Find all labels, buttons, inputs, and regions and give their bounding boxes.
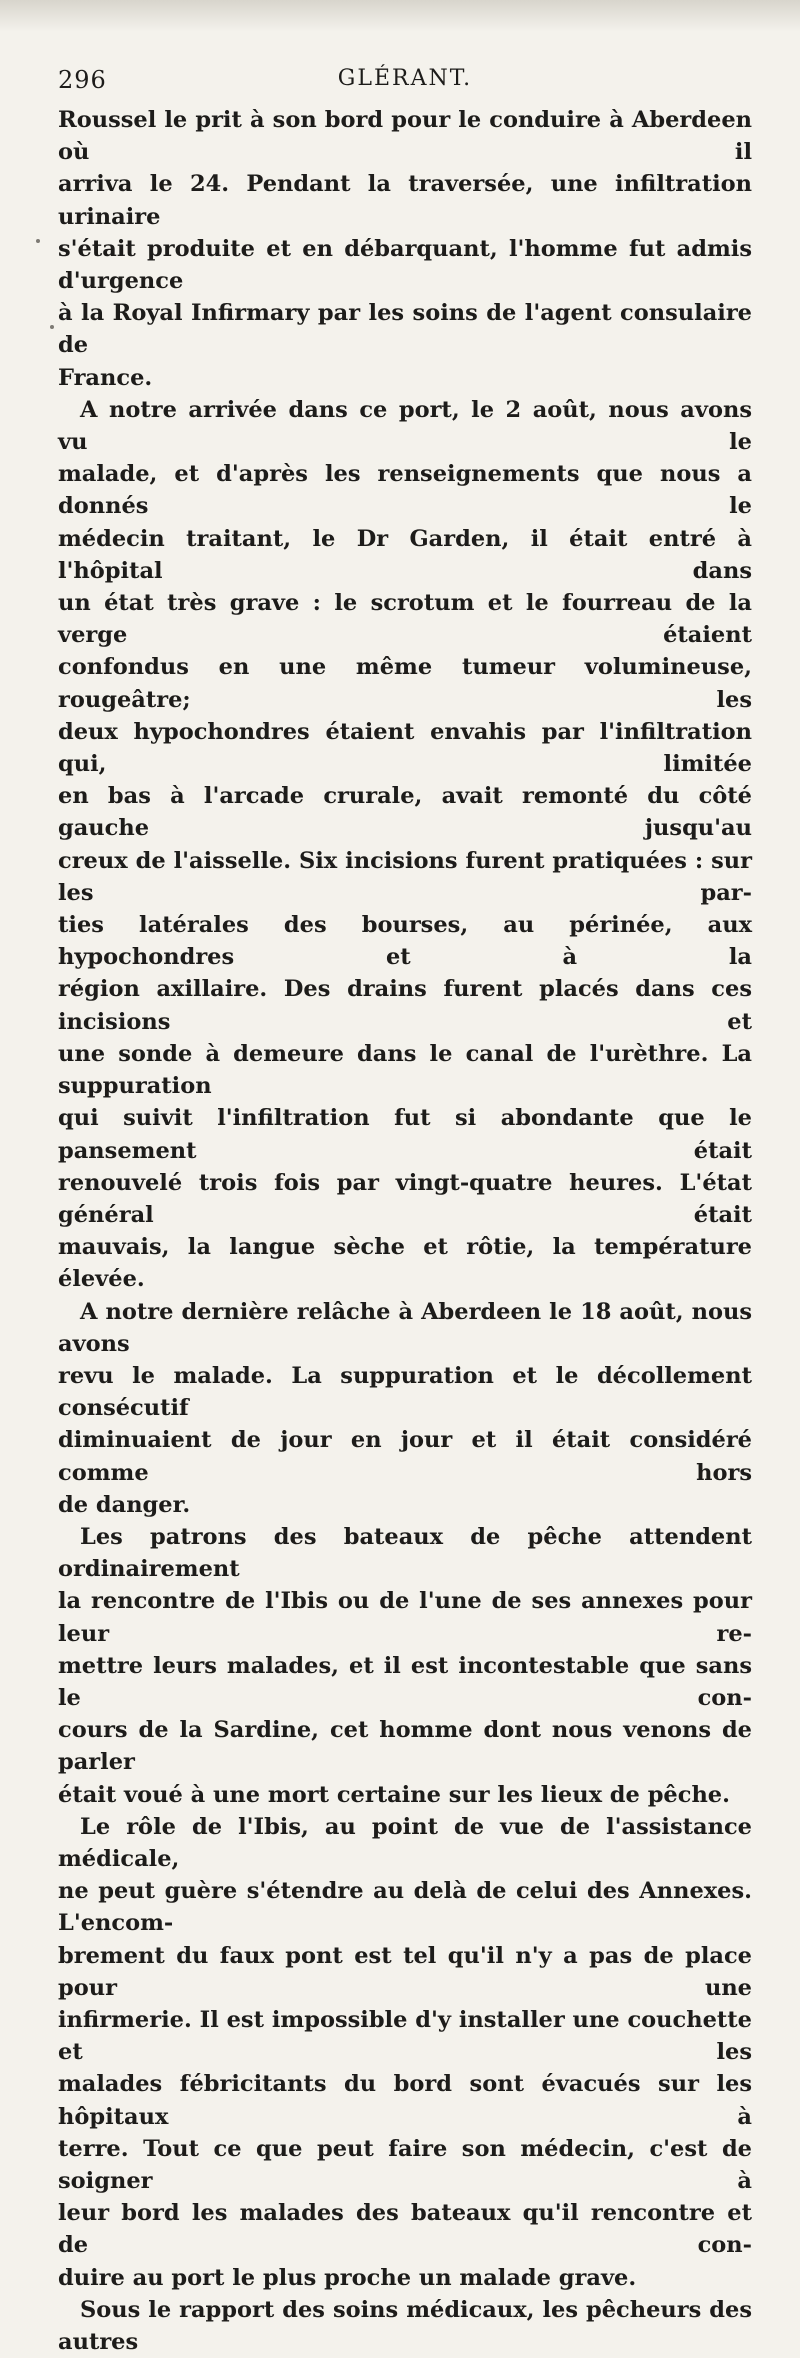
running-title: GLÉRANT. — [337, 66, 473, 91]
text-line: la rencontre de l'Ibis ou de l'une de ses annexes pour leur re- — [58, 1588, 752, 1647]
text-line: ties latérales des bourses, au périnée, aux hypochondres et à la — [58, 912, 752, 971]
text-line: France. — [58, 364, 153, 391]
text-line: région axillaire. Des drains furent placés dans ces incisions et — [58, 976, 752, 1035]
text-line: mauvais, la langue sèche et rôtie, la température élevée. — [58, 1234, 752, 1293]
text-line: creux de l'aisselle. Six incisions furent pratiquées : sur les par- — [58, 847, 752, 906]
text-line: A notre arrivée dans ce port, le 2 août, nous avons vu le — [58, 396, 752, 456]
text-line: infirmerie. Il est impossible d'y installer une couchette et les — [58, 2006, 752, 2066]
paragraph — [58, 1296, 752, 1521]
text-line: malades fébricitants du bord sont évacués sur les hôpitaux à — [58, 2071, 752, 2130]
paragraph — [58, 104, 752, 394]
text-line: s'était produite et en débarquant, l'homme fut admis d'urgence — [58, 235, 752, 295]
margin-mark — [36, 239, 40, 243]
text-line: ne peut guère s'étendre au delà de celui des Annexes. L'encom- — [58, 1878, 752, 1937]
paragraph — [58, 2294, 752, 2358]
text-line: leur bord les malades des bateaux qu'il rencontre et de con- — [58, 2200, 752, 2259]
body-text — [58, 104, 752, 2358]
paragraph — [58, 394, 752, 1296]
text-line: était voué à une mort certaine sur les lieux de pêche. — [58, 1781, 730, 1808]
text-line: renouvelé trois fois par vingt-quatre heures. L'état général était — [58, 1169, 752, 1228]
text-line: A notre dernière relâche à Aberdeen le 18 août, nous avons — [58, 1298, 752, 1357]
text-line: cours de la Sardine, cet homme dont nous venons de parler — [58, 1717, 752, 1776]
paragraph — [58, 1811, 752, 2294]
text-line: malade, et d'après les renseignements que nous a donnés le — [58, 461, 752, 520]
text-line: à la Royal Infirmary par les soins de l'agent consulaire de — [58, 300, 752, 359]
text-line: en bas à l'arcade crurale, avait remonté du côté gauche jusqu'au — [58, 783, 752, 842]
text-line: diminuaient de jour en jour et il était considéré comme hors — [58, 1427, 752, 1486]
text-line: une sonde à demeure dans le canal de l'urèthre. La suppuration — [58, 1040, 752, 1100]
text-line: de danger. — [58, 1491, 191, 1518]
page-header — [58, 66, 752, 96]
text-line: Sous le rapport des soins médicaux, les pêcheurs des autres — [58, 2296, 752, 2356]
text-line: brement du faux pont est tel qu'il n'y a pas de place pour une — [58, 1942, 752, 2001]
text-line: médecin traitant, le Dr Garden, il était entré à l'hôpital dans — [58, 525, 752, 584]
text-line: mettre leurs malades, et il est incontestable que sans le con- — [58, 1652, 752, 1711]
text-line: deux hypochondres étaient envahis par l'infiltration qui, limitée — [58, 718, 752, 778]
text-line: arriva le 24. Pendant la traversée, une infiltration urinaire — [58, 171, 752, 230]
text-line: terre. Tout ce que peut faire son médecin, c'est de soigner à — [58, 2135, 752, 2194]
text-line: confondus en une même tumeur volumineuse, rougeâtre; les — [58, 654, 752, 713]
text-line: duire au port le plus proche un malade grave. — [58, 2264, 637, 2291]
text-line: Roussel le prit à son bord pour le conduire à Aberdeen où il — [58, 107, 752, 166]
text-line: Les patrons des bateaux de pêche attendent ordinairement — [58, 1523, 752, 1583]
text-line: Le rôle de l'Ibis, au point de vue de l'assistance médicale, — [58, 1813, 752, 1872]
text-line: qui suivit l'infiltration fut si abondante que le pansement était — [58, 1105, 752, 1164]
margin-mark — [50, 325, 54, 329]
paragraph — [58, 1521, 752, 1811]
text-line: un état très grave : le scrotum et le fourreau de la verge étaient — [58, 590, 752, 649]
scan-shadow — [0, 0, 800, 32]
page-number: 296 — [58, 66, 107, 94]
text-line: revu le malade. La suppuration et le décollement consécutif — [58, 1362, 752, 1422]
